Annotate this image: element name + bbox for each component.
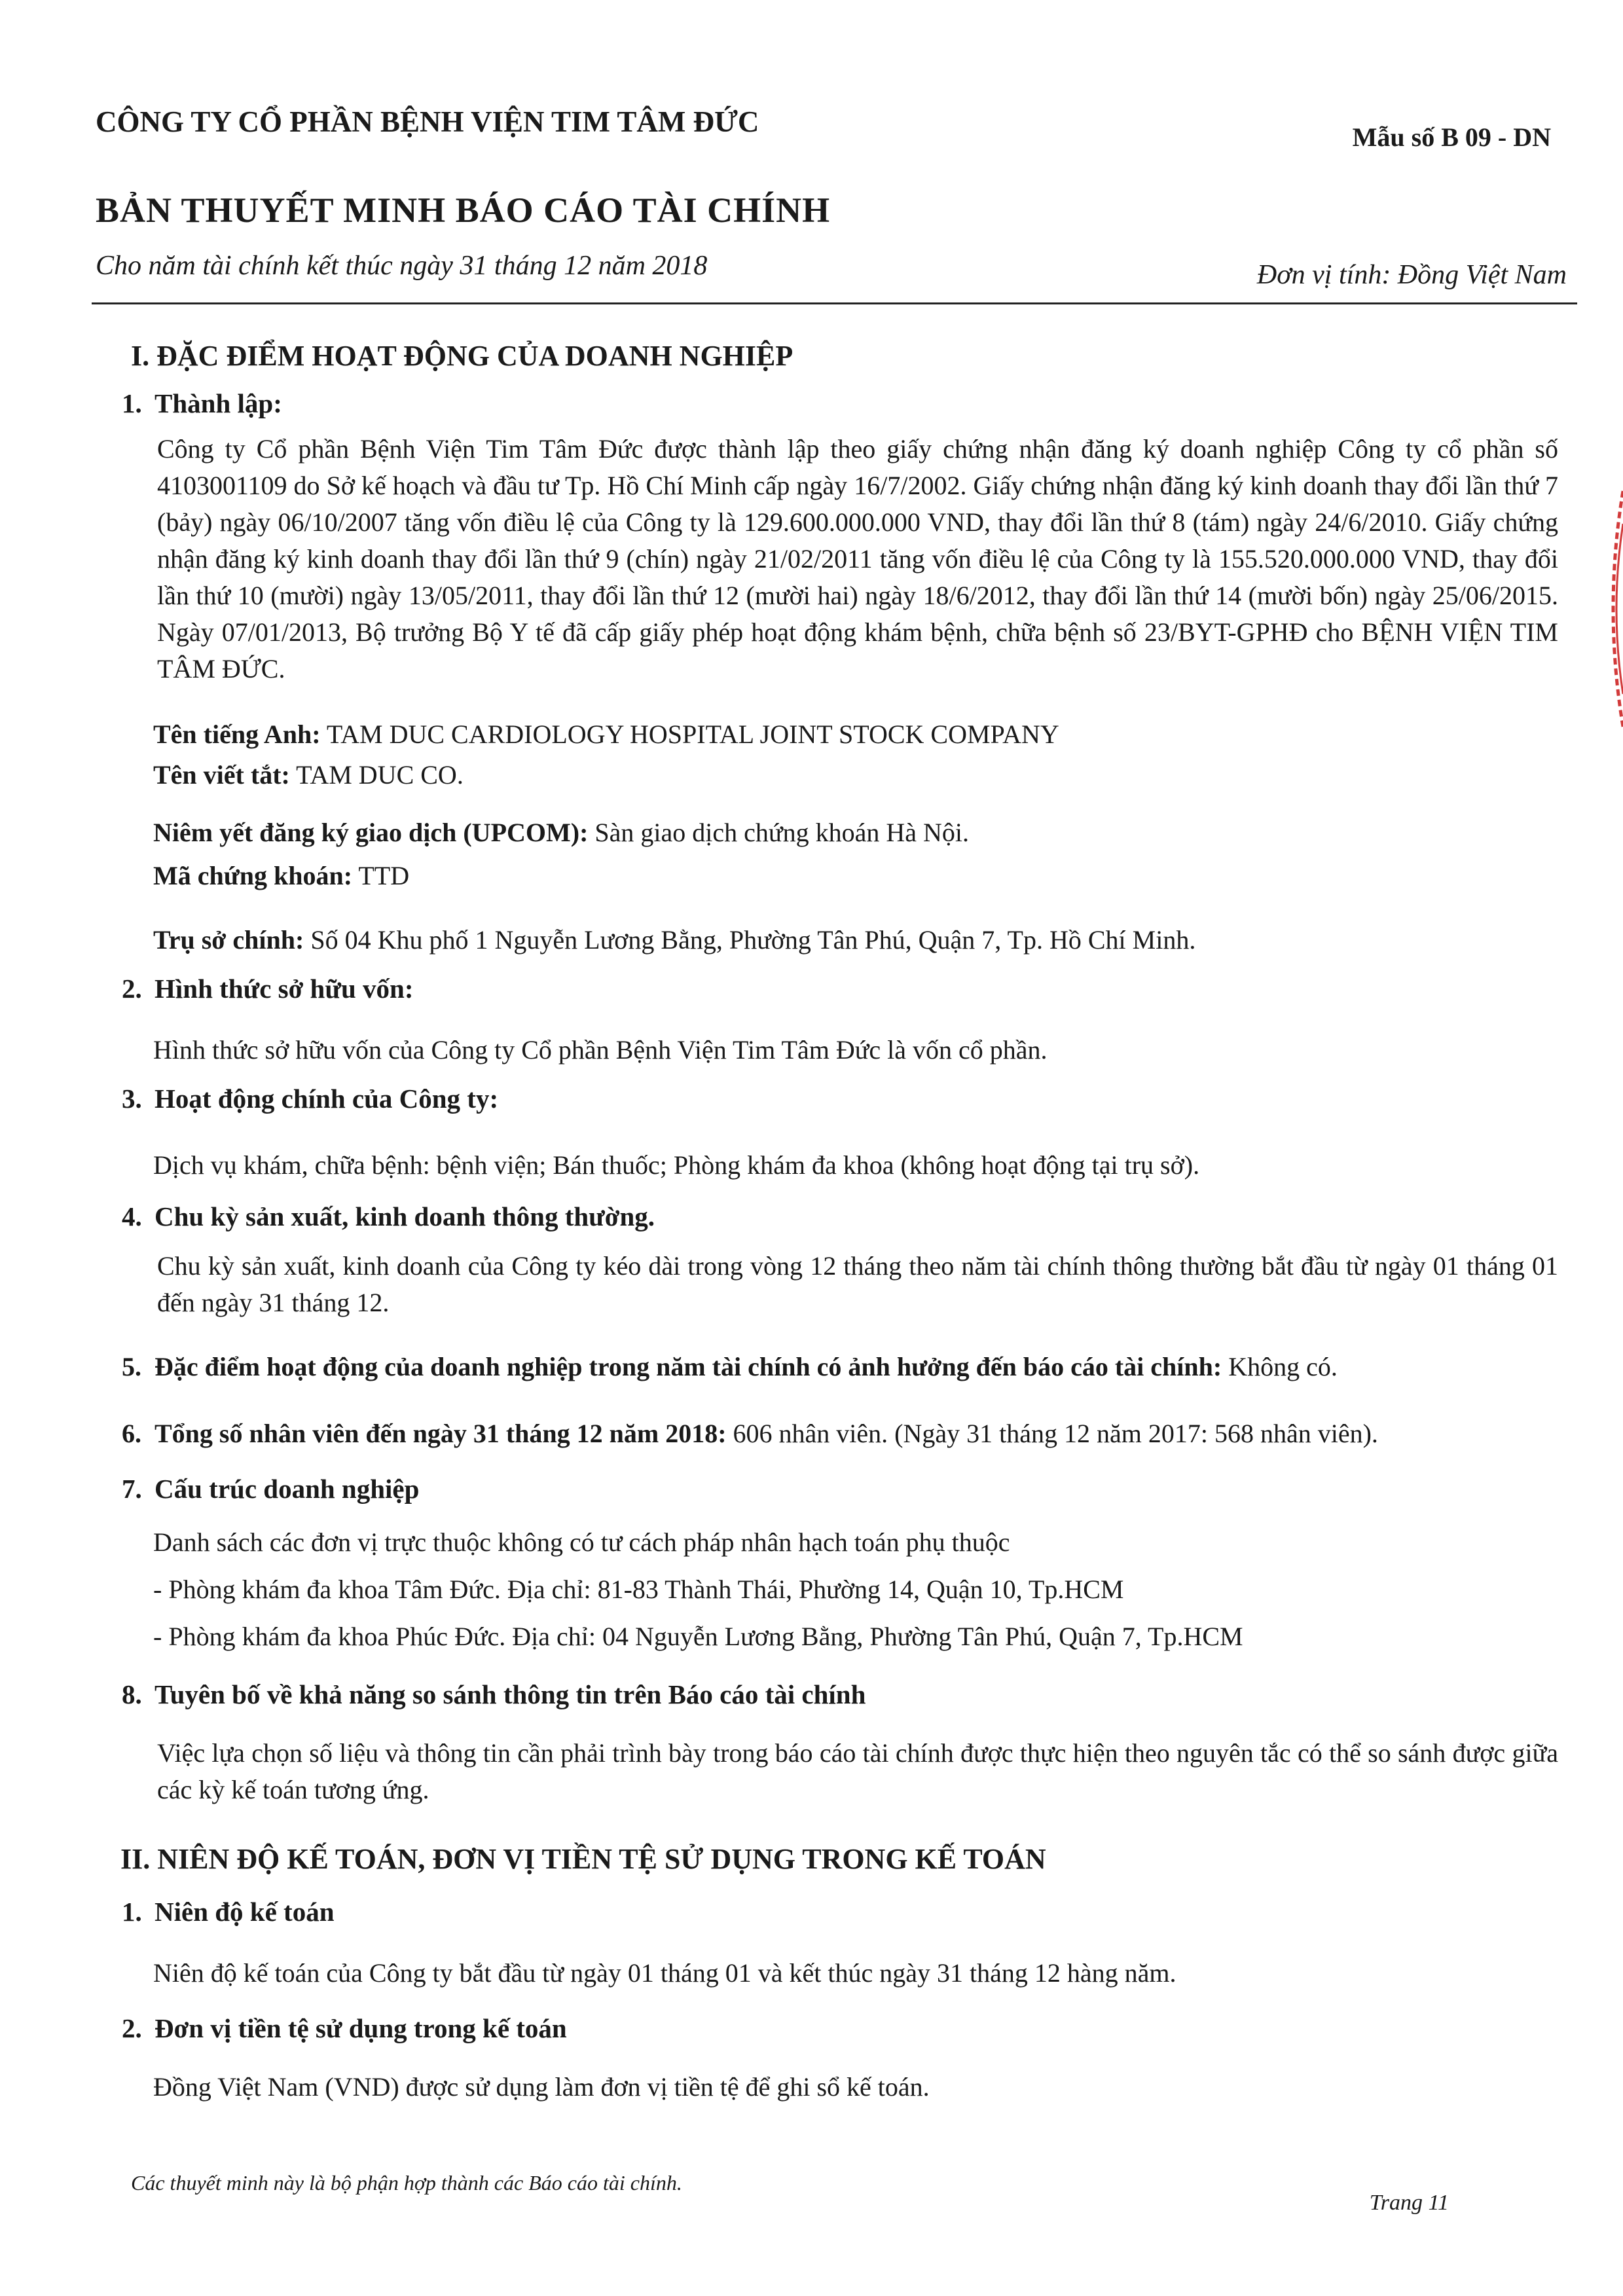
- currency-unit: Đơn vị tính: Đồng Việt Nam: [1256, 260, 1567, 290]
- s2-2-text: Đồng Việt Nam (VND) được sử dụng làm đơn vị tiền tệ để ghi sổ kế toán.: [153, 2072, 930, 2102]
- abbr-name-row: Tên viết tắt: TAM DUC CO.: [153, 760, 464, 790]
- s2-1-heading: 1. Niên độ kế toán: [122, 1897, 335, 1927]
- s1-2-heading: 2. Hình thức sở hữu vốn:: [122, 974, 414, 1004]
- s1-4-text: Chu kỳ sản xuất, kinh doanh của Công ty kéo dài trong vòng 12 tháng theo năm tài chính thông thường bắt đầu từ ngày 01 tháng 01 đến ngày 31 tháng 12.: [157, 1251, 1558, 1317]
- page-number: Trang 11: [1369, 2191, 1449, 2215]
- s1-8-text: Việc lựa chọn số liệu và thông tin cần phải trình bày trong báo cáo tài chính được thực hiện theo nguyên tắc có thể so sánh được giữa các kỳ kế toán tương ứng.: [157, 1738, 1558, 1804]
- stamp-mark: [1601, 484, 1623, 733]
- footer-note: Các thuyết minh này là bộ phận hợp thành các Báo cáo tài chính.: [131, 2171, 682, 2195]
- s1-7-heading: 7. Cấu trúc doanh nghiệp: [122, 1474, 420, 1504]
- s1-1-text: Công ty Cổ phần Bệnh Viện Tim Tâm Đức được thành lập theo giấy chứng nhận đăng ký doanh nghiệp Công ty cổ phần số 4103001109 do Sở kế hoạch và đầu tư Tp. Hồ Chí Minh cấp ngày 16/7/2002. Giấy chứng nhận đăng ký kinh doanh thay đổi lần thứ 7 (bảy) ngày 06/10/2007 tăng vốn điều lệ của Công ty là 129.600.000.000 VND, thay đổi lần thứ 8 (tám) ngày 24/6/2010. Giấy chứng nhận đăng ký kinh doanh thay đổi lần thứ 9 (chín) ngày 21/02/2011 tăng vốn điều lệ của Công ty là 155.520.000.000 VND, thay đổi lần thứ 10 (mười) ngày 13/05/2011, thay đổi lần thứ 12 (mười hai) ngày 18/6/2012, thay đổi lần thứ 14 (mười bốn) ngày 25/06/2015. Ngày 07/01/2013, Bộ trưởng Bộ Y tế đã cấp giấy phép hoạt động khám bệnh, chữa bệnh số 23/BYT-GPHĐ cho BỆNH VIỆN TIM TÂM ĐỨC.: [157, 434, 1558, 683]
- s1-7-item: - Phòng khám đa khoa Tâm Đức. Địa chỉ: 81-83 Thành Thái, Phường 14, Quận 10, Tp.HCM: [153, 1575, 1124, 1604]
- s2-2-heading: 2. Đơn vị tiền tệ sử dụng trong kế toán: [122, 2013, 567, 2043]
- s1-3-heading: 3. Hoạt động chính của Công ty:: [122, 1084, 499, 1114]
- s1-7-intro: Danh sách các đơn vị trực thuộc không có tư cách pháp nhân hạch toán phụ thuộc: [153, 1527, 1010, 1557]
- listing-row: Niêm yết đăng ký giao dịch (UPCOM): Sàn giao dịch chứng khoán Hà Nội.: [153, 818, 969, 847]
- s1-3-text: Dịch vụ khám, chữa bệnh: bệnh viện; Bán thuốc; Phòng khám đa khoa (không hoạt động tại trụ sở).: [153, 1150, 1200, 1180]
- s1-4-heading: 4. Chu kỳ sản xuất, kinh doanh thông thường.: [122, 1201, 655, 1231]
- header-divider: [92, 302, 1577, 304]
- s1-1-heading: 1. Thành lập:: [122, 388, 282, 418]
- s2-1-text: Niên độ kế toán của Công ty bắt đầu từ ngày 01 tháng 01 và kết thúc ngày 31 tháng 12 hàng năm.: [153, 1958, 1176, 1988]
- form-number: Mẫu số B 09 - DN: [1352, 122, 1551, 152]
- s1-6-heading: 6. Tổng số nhân viên đến ngày 31 tháng 12 năm 2018: 606 nhân viên. (Ngày 31 tháng 12 năm 2017: 568 nhân viên).: [122, 1419, 1378, 1448]
- ticker-row: Mã chứng khoán: TTD: [153, 861, 410, 890]
- section-2-heading: II. NIÊN ĐỘ KẾ TOÁN, ĐƠN VỊ TIỀN TỆ SỬ DỤNG TRONG KẾ TOÁN: [120, 1843, 1046, 1875]
- s1-7-item: - Phòng khám đa khoa Phúc Đức. Địa chỉ: 04 Nguyễn Lương Bằng, Phường Tân Phú, Quận 7, Tp.HCM: [153, 1622, 1243, 1651]
- section-1-heading: I. ĐẶC ĐIỂM HOẠT ĐỘNG CỦA DOANH NGHIỆP: [131, 340, 793, 372]
- s1-5-heading: 5. Đặc điểm hoạt động của doanh nghiệp trong năm tài chính có ảnh hưởng đến báo cáo tài chính: Không có.: [122, 1352, 1338, 1381]
- company-name: CÔNG TY CỔ PHẦN BỆNH VIỆN TIM TÂM ĐỨC: [96, 105, 759, 138]
- document-title: BẢN THUYẾT MINH BÁO CÁO TÀI CHÍNH: [96, 191, 831, 230]
- s1-8-heading: 8. Tuyên bố về khả năng so sánh thông tin trên Báo cáo tài chính: [122, 1679, 866, 1709]
- s1-2-text: Hình thức sở hữu vốn của Công ty Cổ phần Bệnh Viện Tim Tâm Đức là vốn cổ phần.: [153, 1035, 1048, 1065]
- headquarters-row: Trụ sở chính: Số 04 Khu phố 1 Nguyễn Lương Bằng, Phường Tân Phú, Quận 7, Tp. Hồ Chí Minh.: [153, 925, 1196, 955]
- english-name-row: Tên tiếng Anh: TAM DUC CARDIOLOGY HOSPITAL JOINT STOCK COMPANY: [153, 720, 1059, 749]
- reporting-period: Cho năm tài chính kết thúc ngày 31 tháng 12 năm 2018: [96, 251, 708, 281]
